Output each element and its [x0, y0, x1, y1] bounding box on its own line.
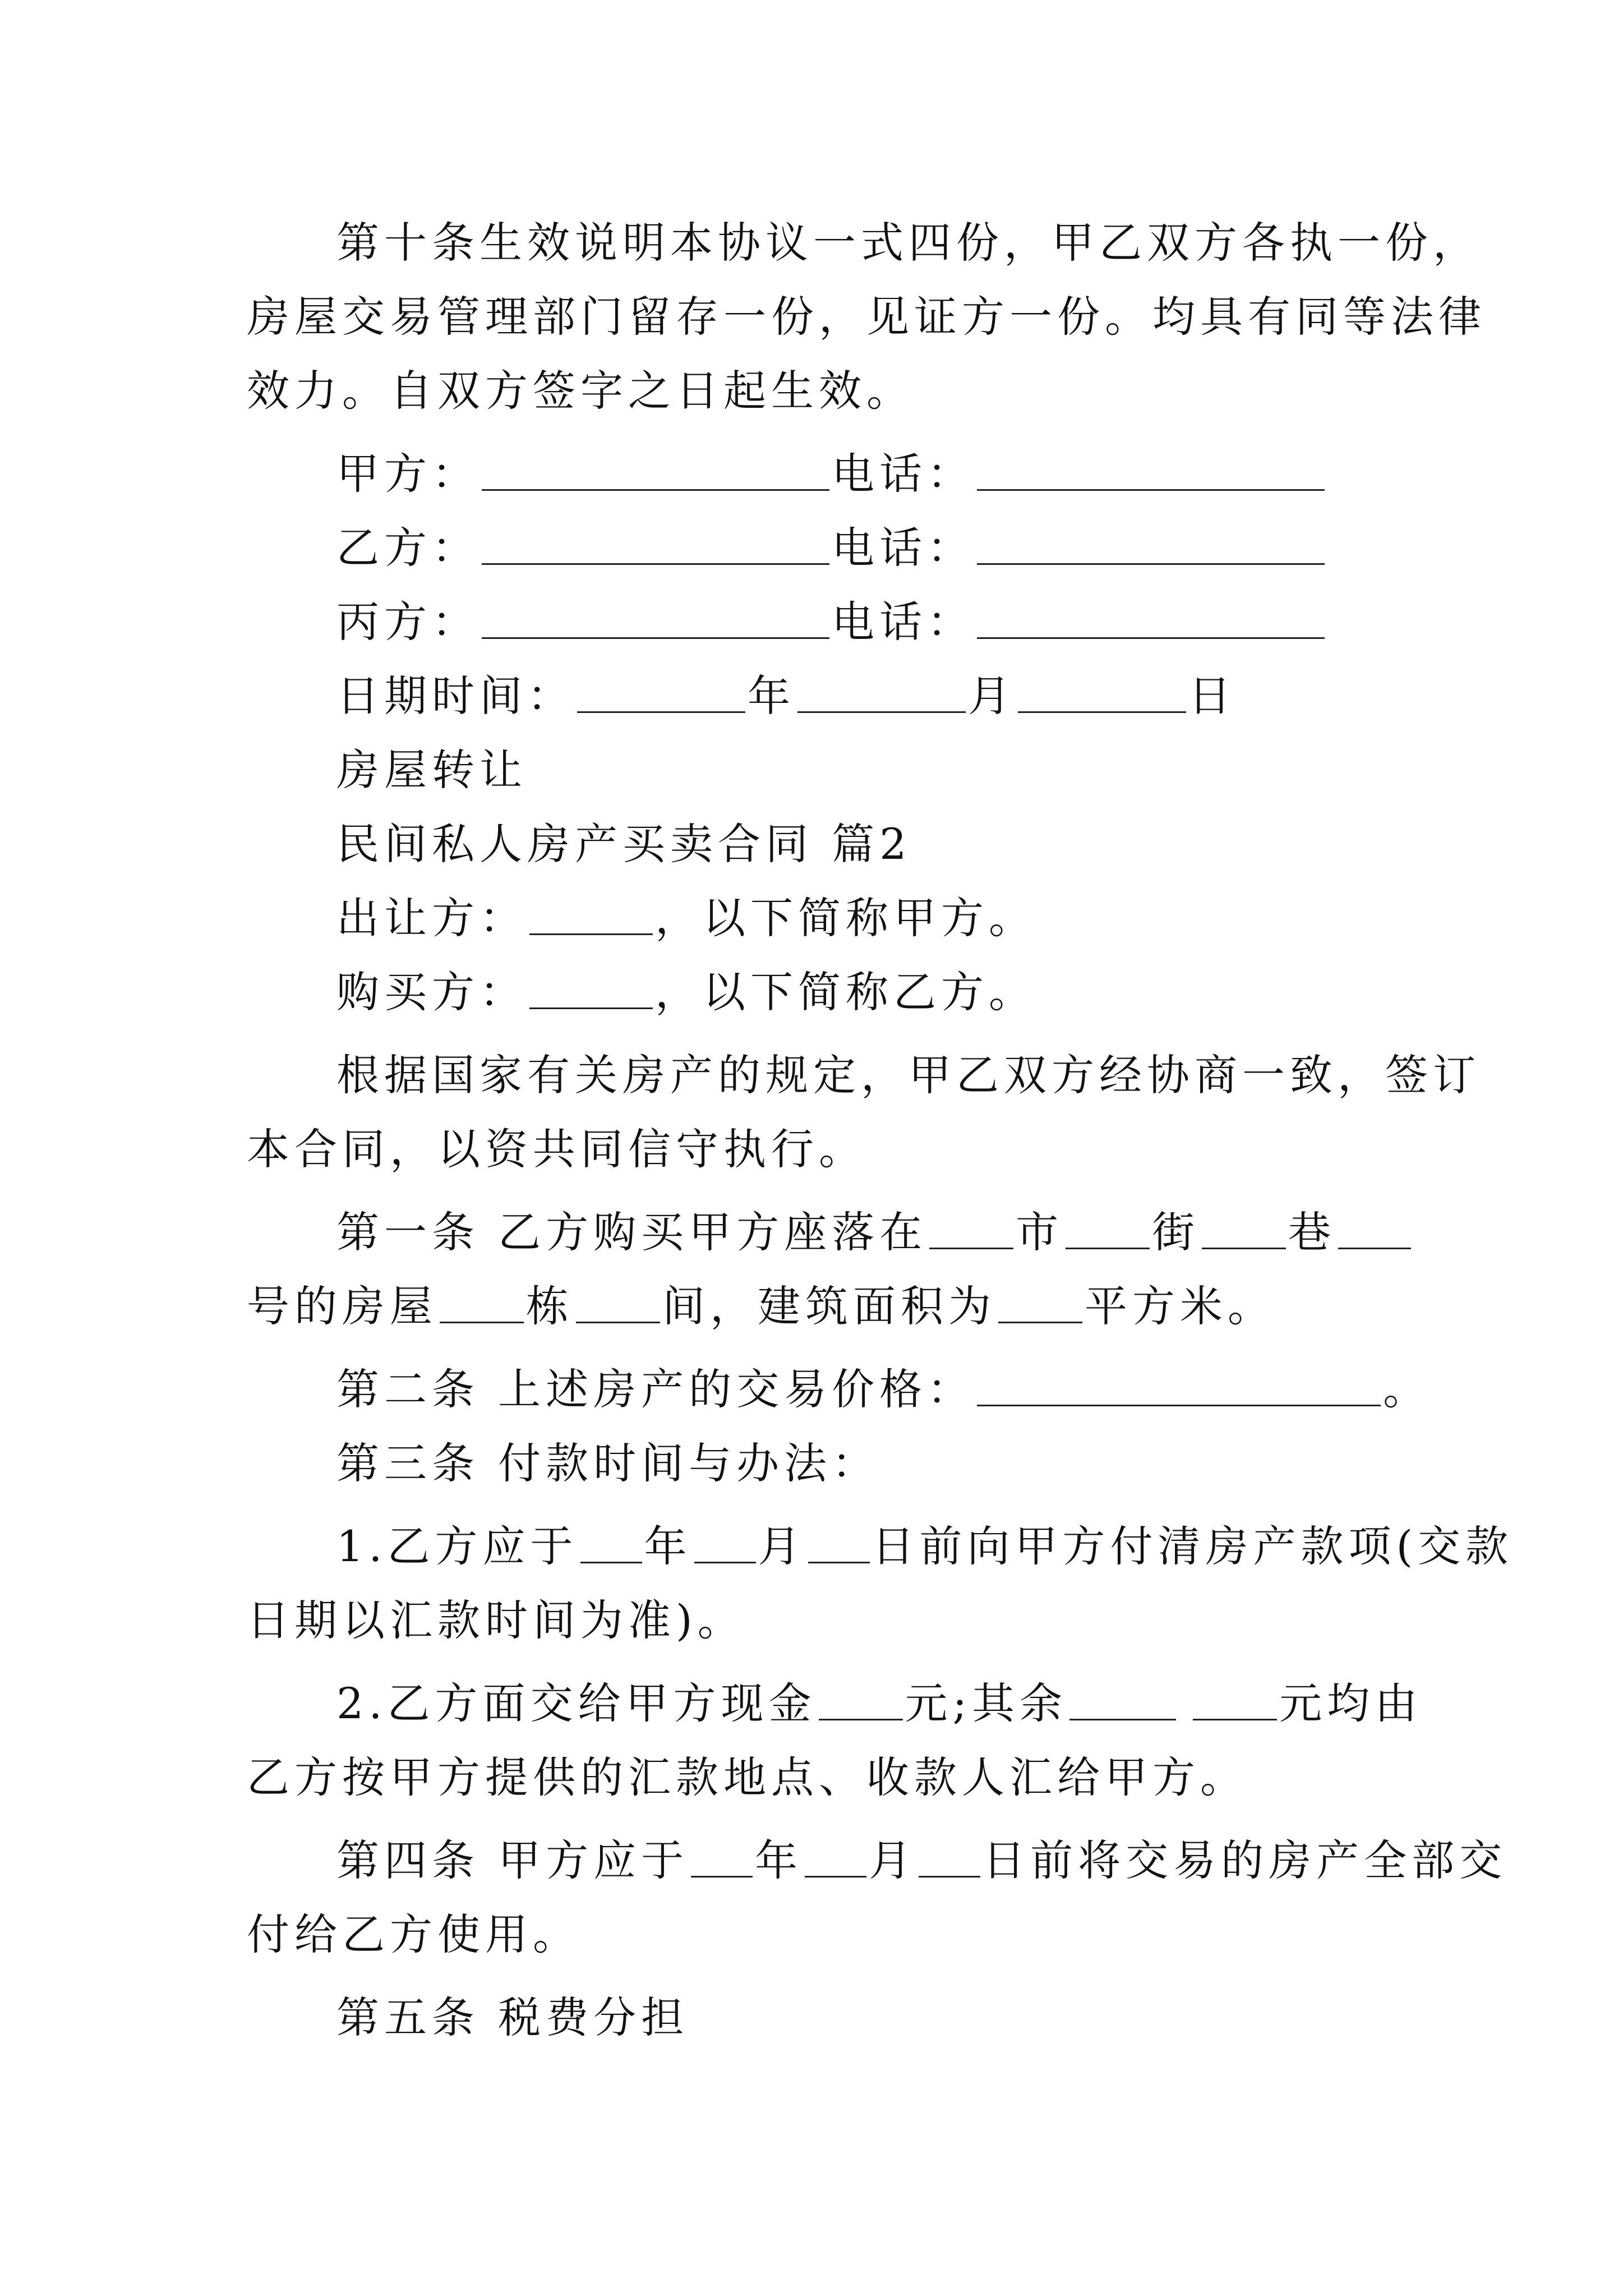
cash-blank	[819, 1684, 903, 1720]
contract-title: 民间私人房产买卖合同 篇2	[336, 819, 912, 869]
price-blank	[977, 1370, 1381, 1406]
year-label: 年	[748, 671, 795, 721]
delivery-label: 第四条 甲方应于	[336, 1835, 689, 1885]
buyer-line	[336, 961, 1385, 1023]
delivery-month-label: 月	[869, 1835, 917, 1885]
party-a-blank	[482, 454, 829, 491]
article-10-line-3: 效力。自双方签字之日起生效。	[247, 366, 914, 416]
delivery-year-label: 年	[755, 1835, 803, 1885]
article-2-line	[336, 1359, 1431, 1420]
article-3-title: 第三条 付款时间与办法：	[336, 1438, 880, 1488]
article-3-item-1-line-2: 日期以汇款时间为准)。	[247, 1595, 745, 1645]
pay-year-label: 年	[644, 1521, 692, 1571]
party-a-label: 甲方：	[336, 449, 479, 499]
date-row	[336, 665, 1385, 727]
lane-blank	[1202, 1213, 1286, 1249]
preamble-line-2: 本合同，以资共同信守执行。	[247, 1124, 866, 1174]
article-3-item-1-line-1	[336, 1516, 1514, 1577]
article-10-line-1: 第十条生效说明本协议一式四份，甲乙双方各执一份，	[336, 218, 1481, 268]
remainder-blank-1	[1069, 1684, 1176, 1720]
party-c-phone-blank	[977, 602, 1325, 639]
signature-row-party-c	[336, 591, 1385, 653]
seller-label: 出让方：	[336, 893, 527, 943]
day-label: 日	[1188, 671, 1236, 721]
article-3-item-2-line-1	[336, 1673, 1423, 1734]
party-a-phone-label: 电话：	[832, 449, 975, 499]
pay-date-label: 1.乙方应于	[336, 1521, 578, 1571]
price-label: 第二条 上述房产的交易价格：	[336, 1364, 975, 1414]
party-c-phone-label: 电话：	[832, 597, 975, 647]
area-unit: 平方米。	[1085, 1281, 1275, 1331]
article-1-line-2	[247, 1276, 1385, 1337]
lane-label: 巷	[1288, 1207, 1336, 1257]
cash-label: 2.乙方面交给甲方现金	[336, 1678, 817, 1728]
seller-line	[336, 887, 1385, 949]
pay-month-label: 月	[758, 1521, 806, 1571]
month-label: 月	[968, 671, 1016, 721]
party-b-phone-blank	[977, 528, 1325, 565]
area-blank	[998, 1287, 1082, 1323]
signature-row-party-a	[336, 443, 1385, 505]
pay-day-text: 日前向甲方付清房产款项(交款	[872, 1521, 1514, 1571]
pay-month-blank	[694, 1527, 756, 1563]
delivery-day-blank	[919, 1841, 980, 1878]
buyer-suffix: ，以下简称乙方。	[655, 967, 1036, 1017]
pay-year-blank	[580, 1527, 642, 1563]
article-10-line-2: 房屋交易管理部门留存一份，见证方一份。均具有同等法律	[247, 292, 1486, 342]
party-c-blank	[482, 602, 829, 639]
city-label: 市	[1016, 1207, 1064, 1257]
remainder-blank-2	[1193, 1684, 1277, 1720]
seller-blank	[529, 899, 653, 935]
remainder-label: 元;其余	[905, 1678, 1068, 1728]
article-1-line-1	[336, 1202, 1385, 1263]
remainder-suffix: 元均由	[1279, 1678, 1423, 1728]
day-blank	[1018, 677, 1186, 713]
party-b-blank	[482, 528, 829, 565]
delivery-day-text: 日前将交易的房产全部交	[983, 1835, 1507, 1885]
area-label: 间，建筑面积为	[662, 1281, 996, 1331]
building-label: 栋	[526, 1281, 574, 1331]
seller-suffix: ，以下简称甲方。	[655, 893, 1036, 943]
year-blank	[577, 677, 745, 713]
buyer-blank	[529, 973, 653, 1009]
article-3-item-2-line-2: 乙方按甲方提供的汇款地点、收款人汇给甲方。	[247, 1752, 1248, 1802]
delivery-month-blank	[805, 1841, 866, 1878]
street-label: 街	[1152, 1207, 1200, 1257]
party-b-phone-label: 电话：	[832, 523, 975, 573]
article-4-line-1	[336, 1830, 1507, 1892]
preamble-line-1: 根据国家有关房产的规定，甲乙双方经协商一致，签订	[336, 1050, 1481, 1100]
room-blank	[576, 1287, 660, 1323]
pay-day-blank	[808, 1527, 870, 1563]
month-blank	[797, 677, 966, 713]
building-blank	[440, 1287, 524, 1323]
party-c-label: 丙方：	[336, 597, 479, 647]
article-1-text: 第一条 乙方购买甲方座落在	[336, 1207, 928, 1257]
article-5-title: 第五条 税费分担	[336, 1993, 689, 2042]
article-4-line-2: 付给乙方使用。	[247, 1910, 580, 1959]
section-heading: 房屋转让	[336, 745, 527, 795]
house-label: 号的房屋	[247, 1281, 437, 1331]
price-end: 。	[1383, 1364, 1431, 1414]
city-blank	[929, 1213, 1013, 1249]
date-label: 日期时间：	[336, 671, 575, 721]
party-a-phone-blank	[977, 454, 1325, 491]
signature-row-party-b	[336, 517, 1385, 579]
party-b-label: 乙方：	[336, 523, 479, 573]
buyer-label: 购买方：	[336, 967, 527, 1017]
street-blank	[1066, 1213, 1150, 1249]
number-blank	[1338, 1213, 1411, 1249]
delivery-year-blank	[691, 1841, 753, 1878]
